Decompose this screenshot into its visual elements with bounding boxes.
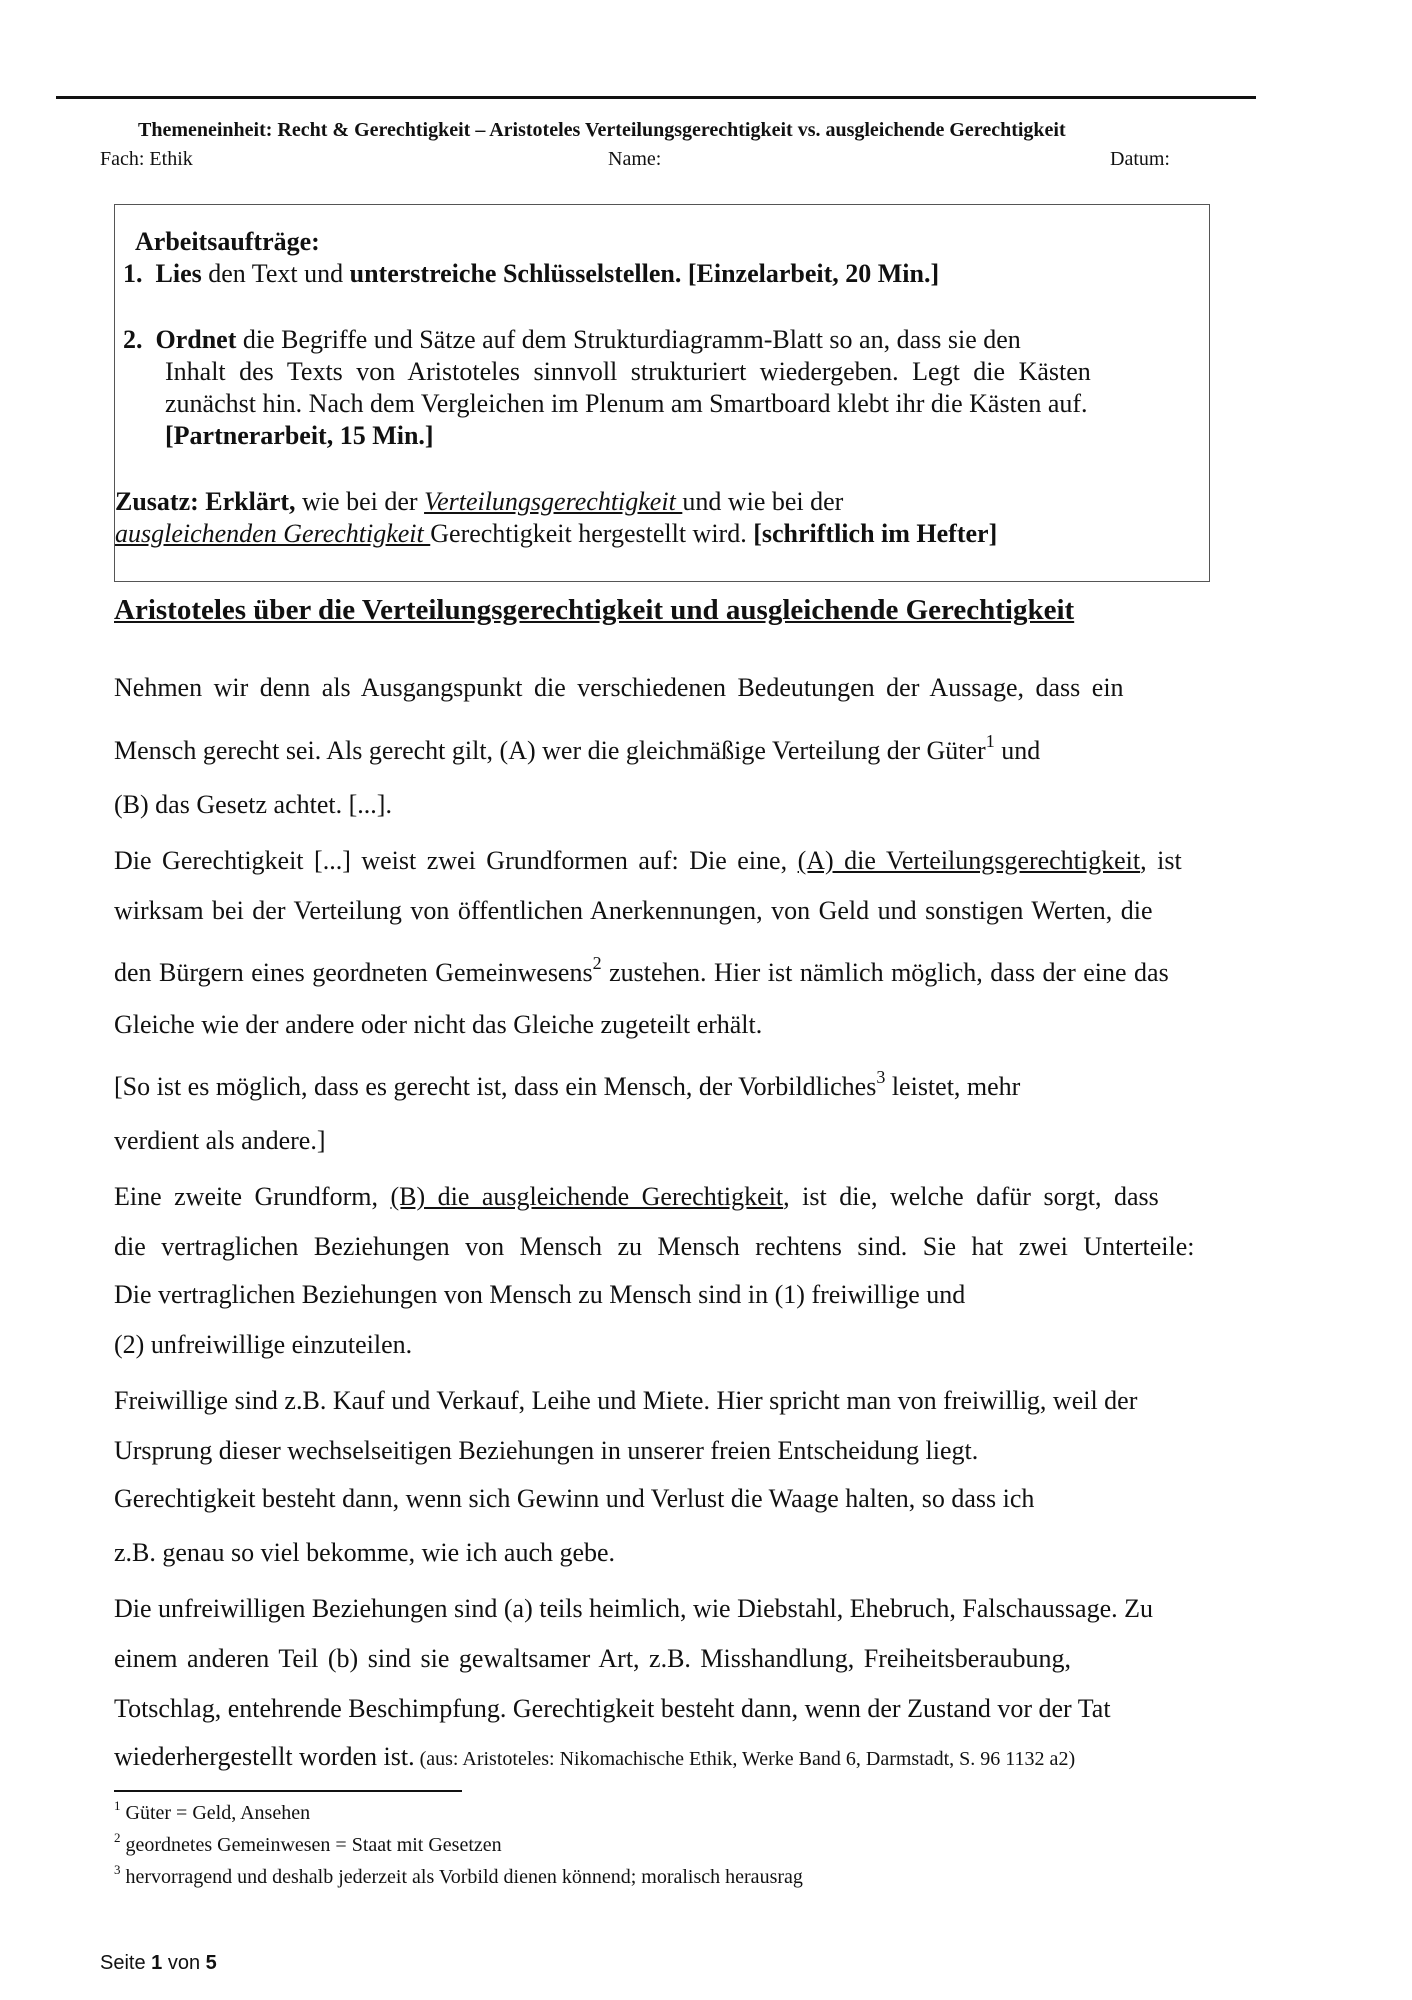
extra-task-text-3: Gerechtigkeit hergestellt wird. [430,519,754,548]
tasks-heading: Arbeitsaufträge: [135,227,320,256]
task-1 [123,259,939,289]
page-of: von [162,1952,206,1974]
p5-line-2: Ursprung dieser wechselseitigen Beziehungen in unserer freien Entscheidung liegt. [114,1436,979,1465]
extra-task-term-1: Verteilungsgerechtigkeit [424,487,683,516]
page-number [100,1952,217,1975]
p2-line-2: wirksam bei der Verteilung von öffentlichen Anerkennungen, von Geld und sonstigen Werten, die [114,896,1153,925]
p5-line-1: Freiwillige sind z.B. Kauf und Verkauf, Leihe und Miete. Hier spricht man von freiwillig, weil der [114,1386,1138,1415]
footnote-rule [114,1790,462,1792]
page-title: Themeneinheit: Recht & Gerechtigkeit – Aristoteles Verteilungsgerechtigkeit vs. ausgleichende Gerechtigkeit [138,119,1066,141]
task-2-verb: Ordnet [155,325,237,354]
p4-line-4: (2) unfreiwillige einzuteilen. [114,1330,413,1359]
extra-task-line-2 [115,519,997,549]
task-1-text: den Text und [201,259,350,288]
p2-line-3 [114,953,1169,988]
p2-line-3-text: den Bürgern eines geordneten Gemeinwesens [114,958,593,987]
p1-line-1: Nehmen wir denn als Ausgangspunkt die verschiedenen Bedeutungen der Aussage, dass ein [114,673,1124,702]
p3-line-1 [114,1067,1021,1102]
text-heading: Aristoteles über die Verteilungsgerechtigkeit und ausgleichende Gerechtigkeit [114,594,1075,626]
task-2-line-3: zunächst hin. Nach dem Vergleichen im Plenum am Smartboard klebt ihr die Kästen auf. [165,389,1088,418]
p2-line-3-end: zustehen. Hier ist nämlich möglich, dass der eine das [601,958,1169,987]
task-1-verb: Lies [155,259,202,288]
p6-line-3: Totschlag, entehrende Beschimpfung. Gerechtigkeit besteht dann, wenn der Zustand vor der Tat [114,1694,1111,1723]
footnote-3-number: 3 [114,1862,121,1877]
footnote-ref-3: 3 [876,1067,886,1087]
p4-line-1 [114,1182,1159,1212]
task-2-line-1 [123,325,1021,355]
date-label: Datum: [1110,148,1170,170]
footnote-3 [114,1862,803,1889]
extra-task-text-2: und wie bei der [682,487,844,516]
task-2-number: 2. [123,325,143,354]
task-1-meta: . [Einzelarbeit, 20 Min.] [674,259,940,288]
extra-task-meta: [schriftlich im Hefter] [753,519,998,548]
source-citation: (aus: Aristoteles: Nikomachische Ethik, Werke Band 6, Darmstadt, S. 96 1132 a2) [414,1748,1076,1770]
footnote-1-number: 1 [114,1798,121,1813]
footnote-ref-1: 1 [985,731,995,751]
p2-line-1-end: , ist [1140,846,1182,875]
p4-line-1-end: , ist die, welche dafür sorgt, dass [783,1182,1159,1211]
p1-line-3: (B) das Gesetz achtet. [...]. [114,790,392,819]
page-label: Seite [100,1952,152,1974]
footnote-1 [114,1798,311,1825]
task-1-number: 1. [123,259,143,288]
footnote-ref-2: 2 [592,953,602,973]
page-current: 1 [151,1952,163,1974]
task-2-meta: [Partnerarbeit, 15 Min.] [165,421,434,450]
p4-line-2: die vertraglichen Beziehungen von Mensch zu Mensch rechtens sind. Sie hat zwei Unterteile: [114,1232,1195,1261]
name-label: Name: [608,148,662,170]
footnote-1-text: Güter = Geld, Ansehen [120,1802,311,1824]
extra-task-term-2: ausgleichenden Gerechtigkeit [115,519,431,548]
p5-line-3: Gerechtigkeit besteht dann, wenn sich Gewinn und Verlust die Waage halten, so dass ich [114,1484,1035,1513]
term-ausgleichende-gerechtigkeit: (B) die ausgleichende Gerechtigkeit [390,1182,784,1211]
p3-line-1-end: leistet, mehr [885,1072,1021,1101]
p2-line-1-text: Die Gerechtigkeit [...] weist zwei Grundformen auf: Die eine, [114,846,798,875]
p2-line-1 [114,846,1182,876]
p5-line-4: z.B. genau so viel bekomme, wie ich auch gebe. [114,1538,616,1567]
page-total: 5 [205,1952,217,1974]
p6-line-4-text: wiederhergestellt worden ist. [114,1742,415,1771]
term-verteilungsgerechtigkeit: (A) die Verteilungsgerechtigkeit [797,846,1141,875]
p2-line-4: Gleiche wie der andere oder nicht das Gleiche zugeteilt erhält. [114,1010,763,1039]
p1-line-2-end: und [994,736,1041,765]
p1-line-2 [114,731,1041,766]
footnote-2 [114,1830,502,1857]
task-2-line-2: Inhalt des Texts von Aristoteles sinnvoll strukturiert wiedergeben. Legt die Kästen [165,357,1091,386]
footnote-2-number: 2 [114,1830,121,1845]
p3-line-2: verdient als andere.] [114,1126,326,1155]
task-box [114,204,1210,582]
header-rule [56,96,1256,99]
task-1-emph: unterstreiche Schlüsselstellen [349,259,675,288]
p3-line-1-text: [So ist es möglich, dass es gerecht ist, dass ein Mensch, der Vorbildliches [114,1072,877,1101]
p1-line-2-text: Mensch gerecht sei. Als gerecht gilt, (A) wer die gleichmäßige Verteilung der Güter [114,736,986,765]
extra-task-line-1 [115,487,843,517]
subject-label: Fach: Ethik [100,148,193,170]
header-fields [100,148,1190,174]
task-2-text-1: die Begriffe und Sätze auf dem Strukturdiagramm-Blatt so an, dass sie den [236,325,1021,354]
p6-line-2: einem anderen Teil (b) sind sie gewaltsamer Art, z.B. Misshandlung, Freiheitsberaubung, [114,1644,1071,1673]
p6-line-4 [114,1742,1075,1774]
p4-line-1-text: Eine zweite Grundform, [114,1182,391,1211]
footnote-2-text: geordnetes Gemeinwesen = Staat mit Gesetzen [120,1834,502,1856]
extra-task-label: Zusatz: Erklärt, [115,487,296,516]
p4-line-3: Die vertraglichen Beziehungen von Mensch zu Mensch sind in (1) freiwillige und [114,1280,966,1309]
footnote-3-text: hervorragend und deshalb jederzeit als Vorbild dienen könnend; moralisch herausrag [120,1866,803,1888]
p6-line-1: Die unfreiwilligen Beziehungen sind (a) teils heimlich, wie Diebstahl, Ehebruch, Falschaussage. Zu [114,1594,1153,1623]
extra-task-text-1: wie bei der [295,487,425,516]
